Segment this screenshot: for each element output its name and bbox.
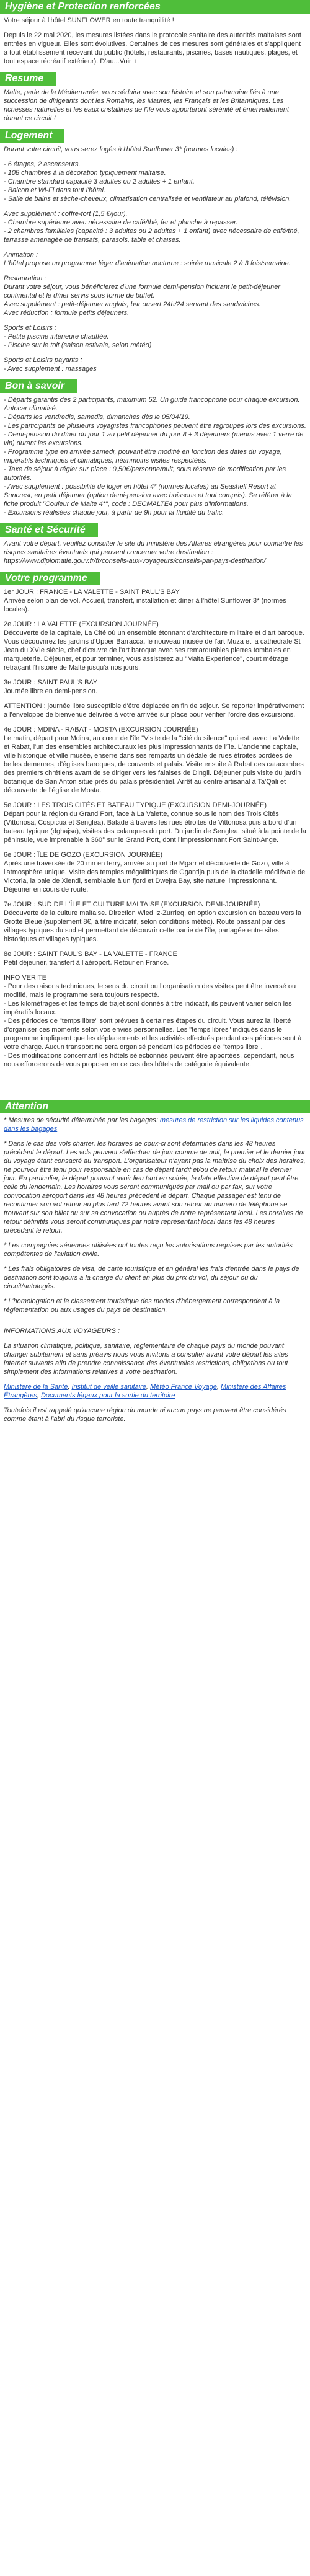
bon-a-savoir-line: - Demi-pension du dîner du jour 1 au petit déjeuner du jour 8 + 3 déjeuners (menus avec 1 verre de vin) durant les excursions. (4, 431, 304, 447)
sports-line: - Petite piscine intérieure chauffée. (4, 333, 109, 340)
attention-paragraph: * Les compagnies aériennes utilisées ont toutes reçu les autorisations requises par les autorités compétentes de l'aviation civile. (4, 1242, 293, 1258)
programme-day: 1er JOUR : FRANCE - LA VALETTE - SAINT PAUL'S BAY Arrivée selon plan de vol. Accueil, transfert, installation et dîner à l'hôtel Sunflower 3* (normes locales). (4, 588, 286, 613)
room-line: - Chambre standard capacité 3 adultes ou 2 adultes + 1 enfant. (4, 178, 195, 185)
logement-section (0, 145, 310, 373)
bon-a-savoir-line: - Excursions réalisées chaque jour, à partir de 9h pour la fluidité du trafic. (4, 509, 224, 516)
gap (4, 1321, 306, 1327)
logement-room-list (4, 160, 306, 203)
restauration-line: Avec supplément : petit-déjeuner anglais, bar ouvert 24h/24 servant des sandwiches. (4, 301, 261, 308)
hygiene-section (0, 16, 310, 66)
bon-a-savoir-line: - Programme type en arrivée samedi, pouvant être modifié en fonction des dates du voyage, impératifs techniques et climatiques, néanmoins visites respectées. (4, 448, 282, 464)
closing-text: Toutefois il est rappelé qu'aucune région du monde ni aucun pays ne peuvent être considérés comme étant à l'abri du risque terroriste. (4, 1407, 286, 1423)
programme-note: ATTENTION : journée libre susceptible d'être déplacée en fin de séjour. Se reporter impérativement à l'enveloppe de bienvenue délivrée à votre arrivée sur place pour vérifier l'ordre des excursions. (4, 702, 304, 719)
bon-a-savoir-list (4, 396, 306, 517)
programme-day: 7e JOUR : SUD DE L'ÎLE ET CULTURE MALTAISE (EXCURSION DEMI-JOURNÉE) Découverte de la culture maltaise. Direction Wied Iz-Zurrieq, en option excursion en bateau vers la Grotte Bleue (supplément 8€, à titre indicatif, selon conditions météo). Route passant par des villages typiques du sud et permettant de découvrir cette partie de l'île, partagée entre sites historiques et villages typiques. (4, 901, 301, 943)
link-affaires-etrangeres[interactable]: Ministère des Affaires Étrangères (4, 1383, 286, 1399)
bon-a-savoir-line: - Les participants de plusieurs voyagistes francophones peuvent être regroupés lors des excursions. (4, 422, 306, 430)
link-documents-legaux[interactable]: Documents légaux pour la sortie du territoire (40, 1392, 175, 1399)
liquids-link[interactable]: mesures de restriction sur les liquides contenus dans les bagages (4, 1117, 304, 1133)
bon-a-savoir-line: - Avec supplément : possibilité de loger en hôtel 4* (normes locales) au Seashell Resort at Suncrest, en petit déjeuner (option demi-pension avec boissons et tout compris). Se référer à la fiche produit "Couleur de Malte 4*", code : DECMALTE4 pour plus d'informations. (4, 483, 292, 508)
section-title-attention: Attention (0, 1100, 310, 1113)
resume-text: Malte, perle de la Méditerranée, vous séduira avec son histoire et son patrimoine liés à une succession de dirigeants dont les Romains, les Maures, les Français et les Britanniques. Les richesses naturelles et les eaux cristallines de l'île vous apporteront sérénité et émerveillement durant ce circuit ! (4, 89, 290, 122)
programme-info: INFO VERITE - Pour des raisons techniques, le sens du circuit ou l'organisation des visites peut être inversé ou modifié, mais le programme sera toujours respecté. - Les kilométrages et les temps de trajet sont donnés à titre indicatif, ils peuvent varier selon les impératifs locaux. - Des périodes de "temps libre" sont prévues à certaines étapes du circuit. Vous aurez la liberté d'organiser ces moments selon vos envies personnelles. Les "temps libres" indiqués dans le programme impliquent que les déplacements et les activités effectués pendant ces périodes sont à votre charge. Aucun transport ne sera organisé pendant les périodes de "temps libre". - Des modifications concernant les hôtels sélectionnés peuvent être apportées, cependant, nous nous efforcerons de vous proposer en ce cas des hôtels de catégorie équivalente. (4, 974, 302, 1068)
restauration-heading: Restauration : (4, 275, 46, 282)
attention-paragraph: * L'homologation et le classement touristique des modes d'hébergement correspondent à la réglementation ou aux usages du pays de destination. (4, 1298, 280, 1314)
info-heading: INFORMATIONS AUX VOYAGEURS : (4, 1327, 120, 1335)
animation-heading: Animation : (4, 251, 38, 259)
logement-intro: Durant votre circuit, vous serez logés à l'hôtel Sunflower 3* (normes locales) : (4, 146, 238, 153)
bon-a-savoir-line: - Départs les vendredis, samedis, dimanches dès le 05/04/19. (4, 414, 190, 421)
bon-a-savoir-line: - Départs garantis dès 2 participants, maximum 52. Un guide francophone pour chaque excursion. Autocar climatisé. (4, 396, 300, 412)
supplement-line: - 2 chambres familiales (capacité : 3 adultes ou 2 adultes + 1 enfant) avec nécessaire de café/thé, terrasse aménagée de transats, parasols, table et chaises. (4, 228, 299, 244)
sports-paid-heading: Sports et Loisirs payants : (4, 356, 82, 364)
spacer (0, 1075, 310, 1100)
restauration-line: Avec réduction : formule petits déjeuners. (4, 309, 130, 317)
room-line: - 6 étages, 2 ascenseurs. (4, 161, 81, 168)
programme-day: 3e JOUR : SAINT PAUL'S BAY Journée libre en demi-pension. (4, 679, 98, 695)
section-title-bon-a-savoir: Bon à savoir (0, 379, 77, 393)
room-line: - Salle de bains et sèche-cheveux, climatisation centralisée et ventilateur au plafond, télévision. (4, 195, 291, 203)
sante-section (0, 539, 310, 565)
attention-section (0, 1116, 310, 1423)
programme-day: 8e JOUR : SAINT PAUL'S BAY - LA VALETTE - FRANCE Petit déjeuner, transfert à l'aéroport. Retour en France. (4, 950, 177, 967)
restauration-block (4, 274, 306, 317)
link-meteo-france[interactable]: Météo France Voyage (150, 1383, 217, 1391)
supplement-line: Avec supplément : coffre-fort (1,5 €/jour). (4, 210, 128, 218)
sports-heading: Sports et Loisirs : (4, 324, 56, 332)
room-line: - 108 chambres à la décoration typiquement maltaise. (4, 169, 166, 177)
programme-day: 5e JOUR : LES TROIS CITÉS ET BATEAU TYPIQUE (EXCURSION DEMI-JOURNÉE) Départ pour la région du Grand Port, face à La Valette, connue sous le nom des Trois Cités (Vittoriosa, Cospicua et Senglea). Balade à travers les rues étroites de Vittoriosa puis à bord d'un bateau typique (dghajsa), visites des calanques du port. Du jardin de Senglea, situé à la pointe de la péninsule, vue imprenable à 360° sur le Grand Port, dont l'impressionnant Fort Saint-Ange. (4, 802, 306, 844)
sports-line: - Piscine sur le toit (saison estivale, selon météo) (4, 342, 152, 349)
programme-day: 6e JOUR : ÎLE DE GOZO (EXCURSION JOURNÉE) Après une traversée de 20 mn en ferry, arrivée au port de Mgarr et découverte de Gozo, ville à l'atmosphère unique. Visite des temples mégalithiques de Ggantija puis de la citadelle médiévale de Victoria, la baie de Xlendi, semblable à un fjord et Dwejra Bay, site naturel impressionnant. Déjeuner en cours de route. (4, 851, 306, 893)
programme-day: 2e JOUR : LA VALETTE (EXCURSION JOURNÉE) Découverte de la capitale, La Cité où un ensemble étonnant d'architecture militaire et d'art baroque. Vous découvrirez les jardins d'Upper Barracca, le nouveau musée de l'art Muza et la cathédrale St Jean du XVIe siècle, chef d'œuvre de l'art baroque avec ses remarquables pierres tombales en marqueterie. Déjeuner, et pour terminer, vous assisterez au "Malta Experience", court métrage retraçant l'histoire de Malte jusqu'à nos jours. (4, 621, 304, 671)
section-title-resume: Resume (0, 72, 56, 86)
bon-a-savoir-line: - Taxe de séjour à régler sur place : 0,50€/personne/nuit, sous réserve de modification par les autorités. (4, 466, 286, 482)
link-institut-veille[interactable]: Institut de veille sanitaire (71, 1383, 146, 1391)
bon-a-savoir-section (0, 396, 310, 517)
resume-section (0, 88, 310, 123)
sports-paid-block (4, 356, 306, 373)
section-title-programme: Votre programme (0, 572, 100, 585)
sports-paid-line: - Avec supplément : massages (4, 365, 97, 373)
animation-block (4, 250, 306, 268)
info-paragraph: La situation climatique, politique, sanitaire, réglementaire de chaque pays du monde pouvant changer subitement et sans préavis nous vous invitons à consulter avant votre départ les sites internet suivants afin de prendre connaissance des éventuelles restrictions, obligations ou tout simplement des informations relatives à votre destination. (4, 1342, 288, 1376)
hygiene-intro: Votre séjour à l'hôtel SUNFLOWER en toute tranquillité ! (4, 17, 174, 24)
hygiene-details[interactable]: Depuis le 22 mai 2020, les mesures listées dans le protocole sanitaire des autorités maltaises sont entrées en vigueur. Elles sont évolutives. Certaines de ces mesures sont générales et s'appliquent à tout établissement recevant du public (hôtels, restaurants, piscines, bases nautiques, plages, et tout espace récréatif extérieur). D'au...Voir + (4, 32, 301, 65)
attention-paragraph: * Les frais obligatoires de visa, de carte touristique et en général les frais d'entrée dans le pays de destination sont toujours à la charge du client en plus du prix du vol, du séjour ou du circuit/autotogés. (4, 1265, 299, 1290)
section-title-logement: Logement (0, 129, 64, 143)
info-links: Ministère de la Santé, Institut de veille sanitaire, Météo France Voyage, Ministère des Affaires Étrangères, Documents légaux pour la sortie du territoire (4, 1383, 286, 1399)
link-ministere-sante[interactable]: Ministère de la Santé (4, 1383, 68, 1391)
programme-day: 4e JOUR : MDINA - RABAT - MOSTA (EXCURSION JOURNÉE) Le matin, départ pour Mdina, au cœur de l'île "Visite de la "cité du silence" qui est, avec La Valette et Rabat, l'un des ensembles architecturaux les plus impressionnants de l'île. L'ancienne capitale, ville historique et ville musée, enserre dans ses remparts un dédale de rues étroites bordées de belles demeures, d'églises baroques, de couvents et palais. Visite ensuite à Rabat des catacombes des premiers chrétiens avant de se diriger vers les falaises de Dingli. Déjeuner puis visite du jardin botanique de San Anton situé près du palais présidentiel. Arrêt au centre artisanal à Ta'Qali et découverte de l'église de Mosta. (4, 726, 304, 794)
sports-block (4, 324, 306, 350)
programme-section (0, 588, 310, 1069)
sante-text: Avant votre départ, veuillez consulter le site du ministère des Affaires étrangères pour connaître les risques sanitaires éventuels qui peuvent concerner votre destination : https://www.diplomatie.gouv.fr/fr/conseils-aux-voyageurs/conseils-par-pays-destination/ (4, 540, 303, 565)
section-title-hygiene: Hygiène et Protection renforcées (0, 0, 310, 14)
restauration-line: Durant votre séjour, vous bénéficierez d'une formule demi-pension incluant le petit-déjeuner continental et le dîner servis sous forme de buffet. (4, 283, 281, 299)
attention-paragraph: * Dans le cas des vols charter, les horaires de coux-ci sont déterminés dans les 48 heures précédant le départ. Les vols peuvent s'effectuer de jour comme de nuit, le premier et le dernier jour du voyage étant consacré au transport. L'organisateur n'ayant pas la maîtrise du choix des horaires, ne pourvoir être tenu pour responsable en cas de départ tardif et/ou de retour matinal le dernier jour. En particulier, le départ pouvant avoir lieu tard en soirée, la date effective de départ peut être celle du lendemain. Les horaires vous seront communiqués par mail ou par fax, sur votre convocation aéroport dans les 48 heures précédent le départ. Chaque passager est tenu de reconfirmer son vol retour au plus tard 72 heures avant son retour au numéro de téléphone se trouvant sur son billet ou sur sa convocation ou auprès de notre représentant local. Les horaires de retour définitifs vous seront communiqués par notre représentant local dans les 48 heures précédant le retour. (4, 1140, 306, 1234)
supplement-line: - Chambre supérieure avec nécessaire de café/thé, fer et planche à repasser. (4, 219, 238, 226)
section-title-sante: Santé et Sécurité (0, 523, 98, 537)
room-line: - Balcon et Wi-Fi dans tout l'hôtel. (4, 187, 106, 194)
logement-supplement-list (4, 210, 306, 244)
animation-text: L'hôtel propose un programme léger d'animation nocturne : soirée musicale 2 à 3 fois/semaine. (4, 260, 291, 267)
attention-note-prefix: * Mesures de sécurité déterminée par les bagages: (4, 1117, 160, 1124)
attention-security-note (4, 1116, 306, 1133)
